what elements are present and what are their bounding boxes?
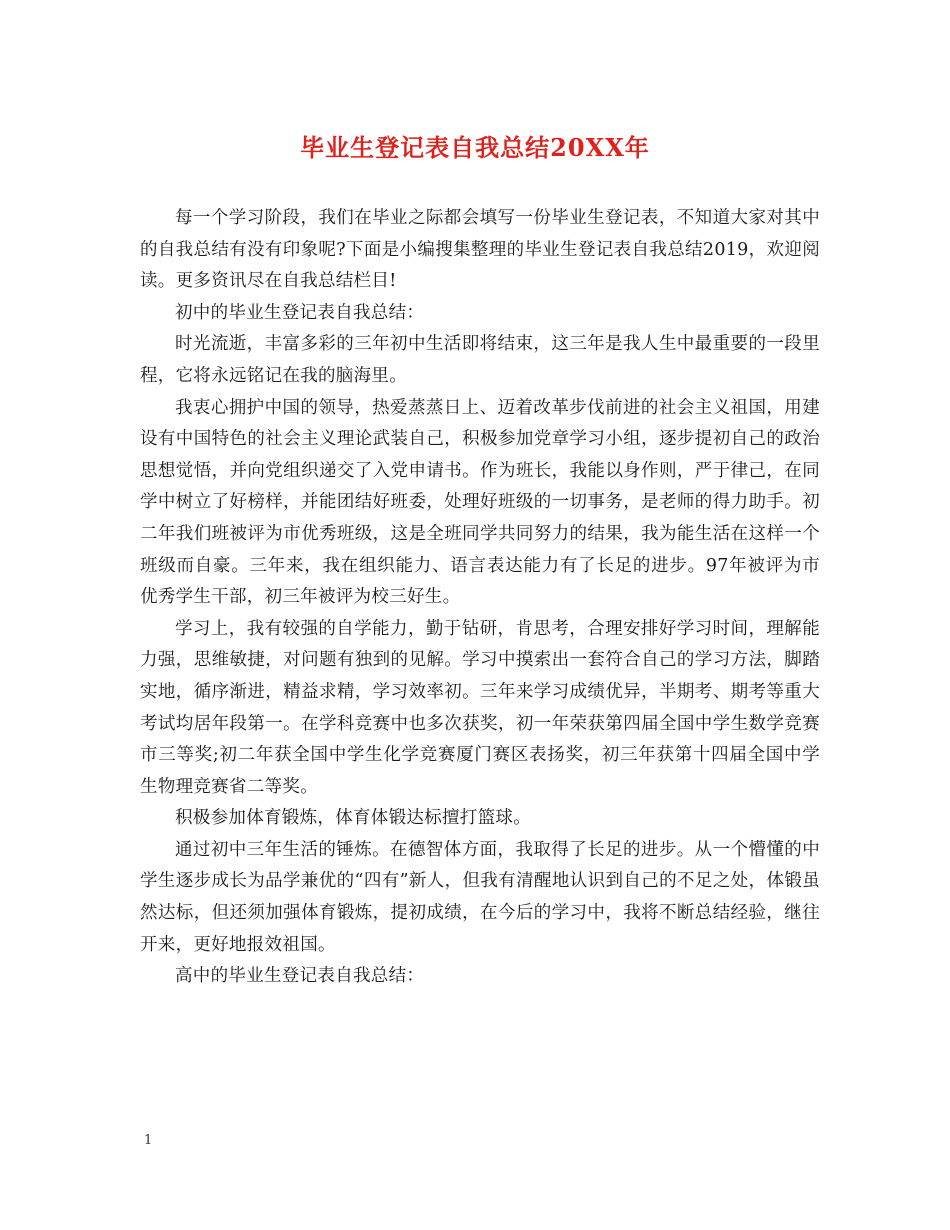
paragraph-political: 我衷心拥护中国的领导，热爱蒸蒸日上、迈着改革步伐前进的社会主义祖国，用建设有中国特色的社会主义理论武装自己，积极参加党章学习小组，逐步提初自己的政治思想觉悟，并向党组织递交了入党申请书。作为班长，我能以身作则，严于律己，在同学中树立了好榜样，并能团结好班委，处理好班级的一切事务，是老师的得力助手。初二年我们班被评为市优秀班级，这是全班同学共同努力的结果，我为能生活在这样一个班级而自豪。三年来，我在组织能力、语言表达能力有了长足的进步。97年被评为市优秀学生干部，初三年被评为校三好生。 [140, 397, 820, 608]
paragraph-intro: 每一个学习阶段，我们在毕业之际都会填写一份毕业生登记表，不知道大家对其中的自我总结有没有印象呢?下面是小编搜集整理的毕业生登记表自我总结2019，欢迎阅读。更多资讯尽在自我总结栏目! [140, 208, 820, 292]
paragraph-senior-heading: 高中的毕业生登记表自我总结： [175, 966, 425, 987]
paragraph-summary: 通过初中三年生活的锤炼。在德智体方面，我取得了长足的进步。从一个懵懂的中学生逐步成长为品学兼优的“四有”新人，但我有清醒地认识到自己的不足之处，体锻虽然达标，但还须加强体育锻炼，提初成绩，在今后的学习中，我将不断总结经验，继往开来，更好地报效祖国。 [140, 839, 820, 955]
paragraph-sports: 积极参加体育锻炼，体育体锻达标擅打篮球。 [175, 808, 531, 829]
page-number: 1 [144, 1133, 153, 1148]
paragraph-junior-heading: 初中的毕业生登记表自我总结： [175, 302, 425, 323]
document-title: 毕业生登记表自我总结20XX年 [300, 133, 650, 162]
paragraph-time-passes: 时光流逝，丰富多彩的三年初中生活即将结束，这三年是我人生中最重要的一段里程，它将永远铭记在我的脑海里。 [140, 334, 820, 386]
document-body [140, 203, 820, 993]
paragraph-study: 学习上，我有较强的自学能力，勤于钻研，肯思考，合理安排好学习时间，理解能力强，思维敏捷，对问题有独到的见解。学习中摸索出一套符合自己的学习方法，脚踏实地，循序渐进，精益求精，学习效率初。三年来学习成绩优异，半期考、期考等重大考试均居年段第一。在学科竞赛中也多次获奖，初一年荣获第四届全国中学生数学竞赛市三等奖;初二年获全国中学生化学竞赛厦门赛区表扬奖，初三年获第十四届全国中学生物理竞赛省二等奖。 [140, 618, 820, 797]
